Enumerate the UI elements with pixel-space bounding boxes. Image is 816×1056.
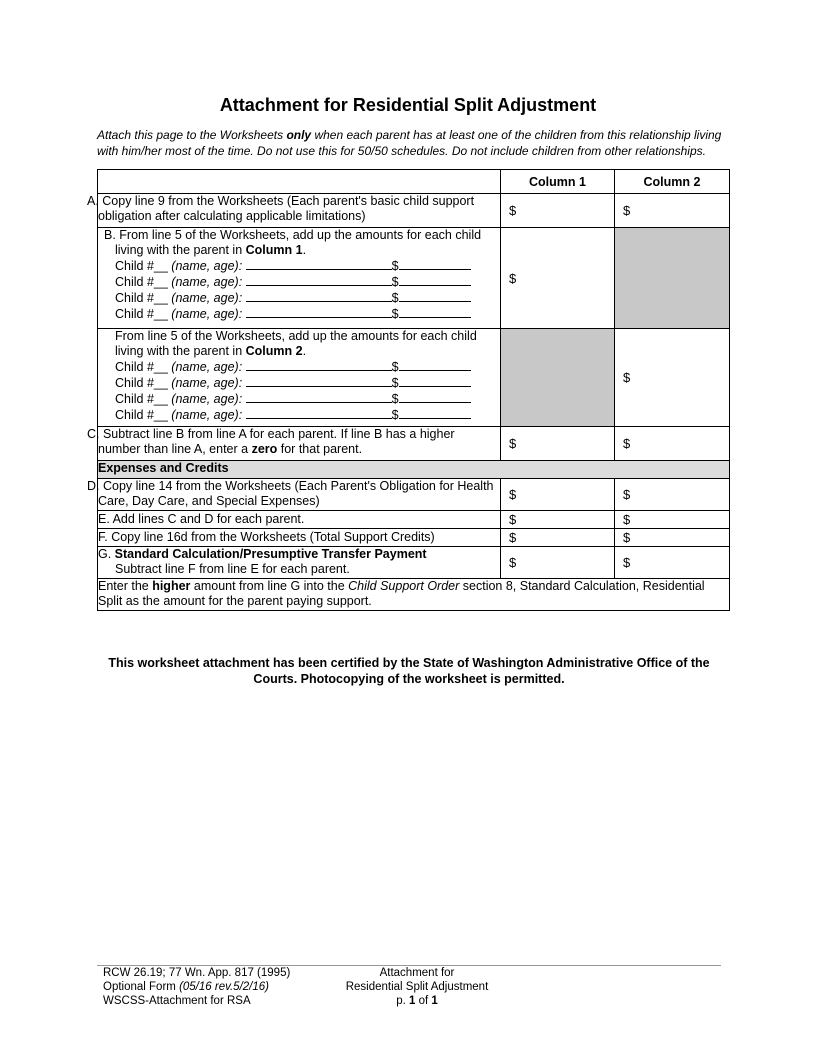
row-b2-col2[interactable]: $	[615, 329, 730, 427]
row-e-col2[interactable]: $	[615, 511, 730, 529]
row-f-label: F. Copy line 16d from the Worksheets (Total Support Credits)	[98, 529, 501, 547]
row-g-col2[interactable]: $	[615, 547, 730, 579]
footer-left: RCW 26.19; 77 Wn. App. 817 (1995) Optional Form (05/16 rev.5/2/16) WSCSS-Attachment for RSA	[103, 967, 291, 1007]
row-f-col2[interactable]: $	[615, 529, 730, 547]
child-line[interactable]: Child #__ (name, age): $	[98, 274, 500, 290]
row-d-label: D. Copy line 14 from the Worksheets (Each Parent's Obligation for Health Care, Day Care, and Special Expenses)	[98, 479, 501, 511]
row-g-col1[interactable]: $	[501, 547, 615, 579]
column-2-header: Column 2	[615, 170, 730, 194]
page-title: Attachment for Residential Split Adjustment	[219, 95, 597, 115]
child-line[interactable]: Child #__ (name, age): $	[98, 258, 500, 274]
row-g-label: G. Standard Calculation/Presumptive Transfer Payment Subtract line F from line E for each parent.	[98, 547, 501, 579]
row-a-col2[interactable]: $	[615, 194, 730, 228]
row-d-col1[interactable]: $	[501, 479, 615, 511]
intro-text: Attach this page to the Worksheets only when each parent has at least one of the children from this relationship living with him/her most of the time. Do not use this for 50/50 schedules. Do not include children from other relationships.	[97, 128, 722, 158]
row-e-label: E. Add lines C and D for each parent.	[98, 511, 501, 529]
row-a-label: A. Copy line 9 from the Worksheets (Each parent's basic child support obligation after calculating applicable limitations)	[98, 194, 501, 228]
section-expenses-credits: Expenses and Credits	[98, 461, 730, 479]
row-d-col2[interactable]: $	[615, 479, 730, 511]
row-b1-label: B. From line 5 of the Worksheets, add up the amounts for each child living with the parent in Column 1. Child #__ (name, age): $ Child #__ (name, age): $ Child #__ (name, age): $ Child #__ (name, age): $	[98, 228, 501, 329]
child-line[interactable]: Child #__ (name, age): $	[98, 306, 500, 322]
row-c-label: C. Subtract line B from line A for each parent. If line B has a higher number than line A, enter a zero for that parent.	[98, 427, 501, 461]
column-1-header: Column 1	[501, 170, 615, 194]
child-line[interactable]: Child #__ (name, age): $	[98, 375, 500, 391]
child-line[interactable]: Child #__ (name, age): $	[98, 359, 500, 375]
header-blank	[98, 170, 501, 194]
row-b1-col2-shaded	[615, 228, 730, 329]
row-e-col1[interactable]: $	[501, 511, 615, 529]
child-line[interactable]: Child #__ (name, age): $	[98, 391, 500, 407]
row-c-col1[interactable]: $	[501, 427, 615, 461]
child-line[interactable]: Child #__ (name, age): $	[98, 290, 500, 306]
row-a-col1[interactable]: $	[501, 194, 615, 228]
adjustment-table	[87, 169, 730, 611]
row-b1-col1[interactable]: $	[501, 228, 615, 329]
certification-text: This worksheet attachment has been certified by the State of Washington Administrative Office of the Courts. Photocopying of the worksheet is permitted.	[108, 656, 710, 686]
row-f-col1[interactable]: $	[501, 529, 615, 547]
enter-instruction: Enter the higher amount from line G into the Child Support Order section 8, Standard Calculation, Residential Split as the amount for the parent paying support.	[98, 579, 730, 611]
footer-center: Attachment for Residential Split Adjustment p. 1 of 1	[345, 967, 489, 1007]
row-b2-label: From line 5 of the Worksheets, add up the amounts for each child living with the parent in Column 2. Child #__ (name, age): $ Child #__ (name, age): $ Child #__ (name, age): $ Child #__ (name, age): $	[98, 329, 501, 427]
row-b2-col1-shaded	[501, 329, 615, 427]
child-line[interactable]: Child #__ (name, age): $	[98, 407, 500, 423]
row-c-col2[interactable]: $	[615, 427, 730, 461]
